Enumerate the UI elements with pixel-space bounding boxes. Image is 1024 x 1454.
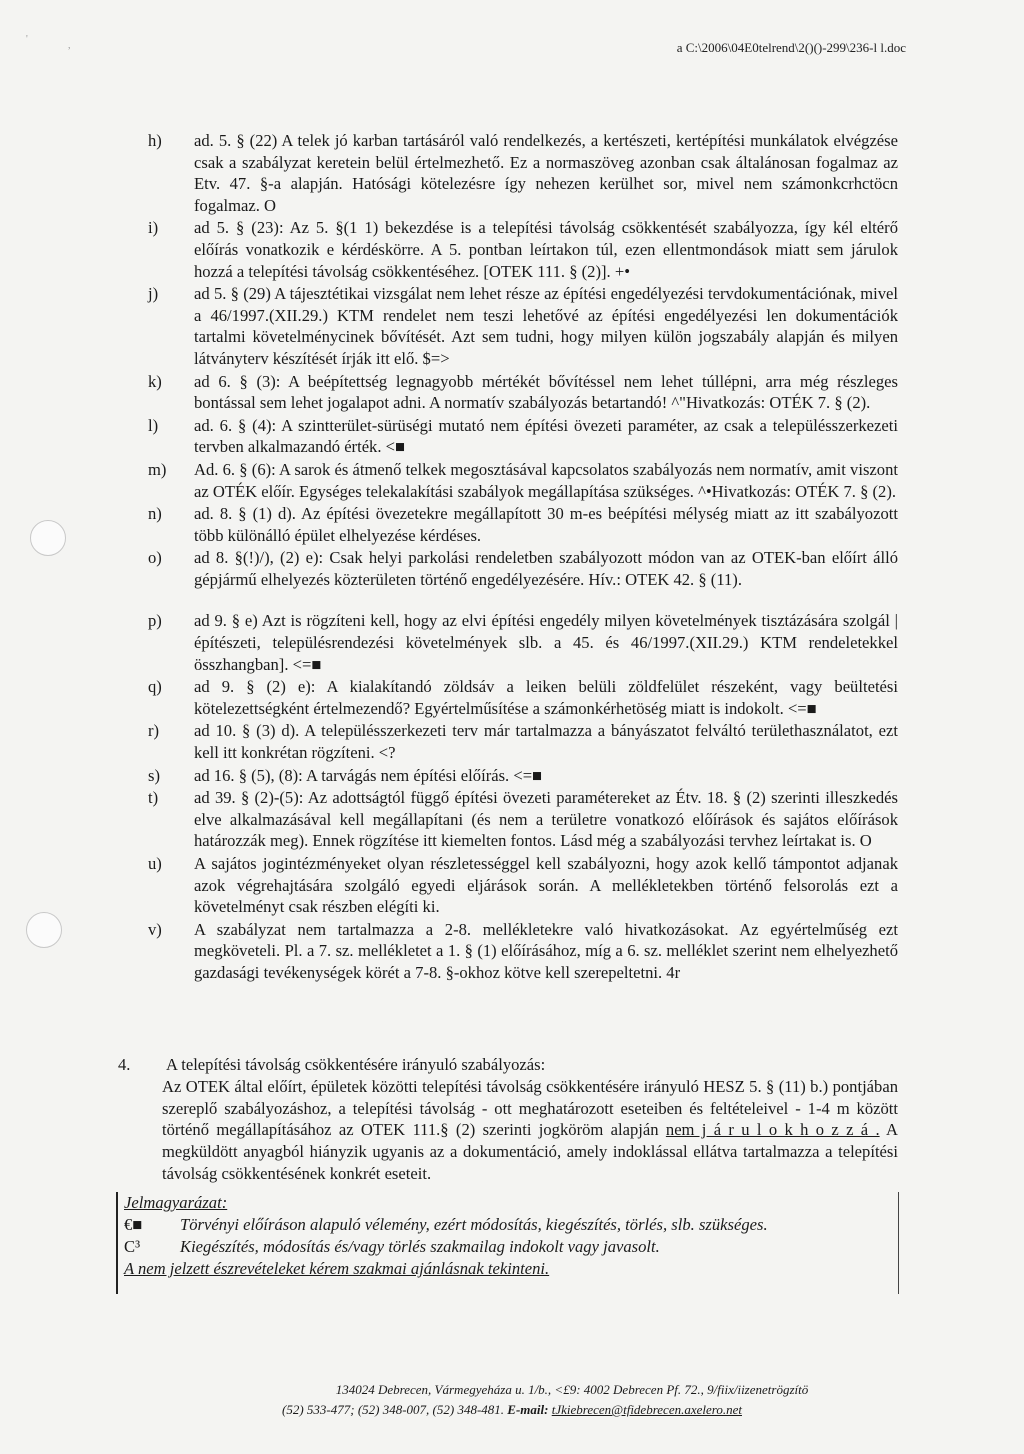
file-path-header: a C:\2006\04E0telrend\2()()-299\236-l l.doc <box>676 40 906 55</box>
item-marker: o) <box>148 548 162 568</box>
scan-mark: , <box>68 40 71 51</box>
section-paragraph <box>162 1076 898 1185</box>
list-item <box>148 371 898 414</box>
paragraph-text: A megküldött anyagból hiányzik ugyanis az a dokumentáció, amely indoklással ellátva tartalmazza a telepítési távolság csökkentésének konkrét eseteit. <box>162 1120 899 1183</box>
legend-text: Törvényi előíráson alapuló vélemény, ezért módosítás, kiegészítés, törlés, slb. szükséges. <box>180 1215 768 1234</box>
section-4 <box>118 1054 898 1185</box>
item-marker: v) <box>148 919 162 939</box>
item-marker: q) <box>148 677 162 697</box>
list-item <box>148 610 898 675</box>
item-text: ad 5. § (23): Az 5. §(1 1) bekezdése is a telepítési távolság csökkentését szabályozza, így kél eltérő előírás vonatkozik e kérdéskörre. A 5. pontban leírtakon túl, ezen ellentmondások miatt sem járulok hozzá a telepítési távolság csökkentéséhez. [OTEK 111. § (2)]. +• <box>194 218 898 281</box>
legend-note: A nem jelzett észrevételeket kérem szakmai ajánlásnak tekinteni. <box>124 1259 550 1278</box>
item-text: ad 10. § (3) d). A településszerkezeti terv már tartalmazza a bányászatot felváltó területhasználatot, ezt kell itt konkrétan rögzíteni. <? <box>194 721 898 763</box>
email-label: E-mail: <box>507 1402 549 1417</box>
paragraph-text: Az OTEK által előírt, épületek közötti telepítési távolság csökkentésére irányuló HESZ 5. § (11) b.) pontjában szereplő szabályozáshoz, a telepítési távolság - ott meghatározott eseteiben és feltételeivel - 1-4 m között történő megállapításához az OTEK 111.§ (2) szerinti jogköröm alapján <box>162 1076 898 1140</box>
list-item <box>148 765 898 787</box>
item-marker: u) <box>148 854 162 873</box>
legend-row <box>124 1214 898 1236</box>
item-text: A sajátos jogintézményeket olyan részletességgel kell szabályozni, hogy azok kellő támpontot adjanak azok végrehajtására szolgáló egyedi eljárások során. A mellékletekben történő felsorolás ezt a követelményt csak részben elégíti ki. <box>194 854 898 917</box>
spacer <box>148 591 898 610</box>
list-item <box>148 853 898 918</box>
list-item <box>148 919 898 984</box>
item-text: ad 6. § (3): A beépítettség legnagyobb mértékét bővítéssel nem lehet túllépni, arra még részleges bontással sem lehet jogalapot adni. A normatív szabályozás betartandó! ^"Hivatkozás: OTÉK 7. § (2). <box>194 371 898 413</box>
list-item <box>148 547 898 590</box>
list-item <box>148 415 898 458</box>
item-text: ad 8. §(!)/), (2) e): Csak helyi parkolási rendeletben szabályozott módon van az OTEK-ban előírt álló gépjármű elhelyezés közterületen történő engedélyezésére. Hív.: OTEK 42. § (11). <box>194 548 898 589</box>
list-item <box>148 217 898 282</box>
item-text: ad 5. § (29) A tájesztétikai vizsgálat nem lehet része az építési engedélyezési tervdokumentációnak, mivel a 46/1997.(XII.29.) KTM rendelet nem teszi lehetővé az építési engedélyezési len dokumentációk tartalmi követelménycinek bővítését. Azt sem tudni, hogy milyen külön jogszabály alapján és milyen látványterv készítését írják itt elő. $=> <box>194 284 898 368</box>
item-marker: m) <box>148 459 167 479</box>
section-number: 4. <box>118 1055 131 1074</box>
legend-text: Kiegészítés, módosítás és/vagy törlés szakmailag indokolt vagy javasolt. <box>180 1237 660 1256</box>
legend-symbol: C³ <box>124 1237 141 1256</box>
legend-symbol: €■ <box>124 1215 143 1234</box>
footer <box>0 1380 1024 1420</box>
item-text: ad 9. § e) Azt is rögzíteni kell, hogy az elvi építési engedély milyen követelmények tisztázására szolgál |építészeti, településrendezési követelmények slb. a 45. és 46/1997.(XII.29.) KTM rendeletekkel összhangban]. <=■ <box>194 611 898 674</box>
legend-box <box>116 1192 899 1294</box>
scan-mark: ' <box>26 34 28 45</box>
item-text: ad 16. § (5), (8): A tarvágás nem építési előírás. <=■ <box>194 765 543 785</box>
punch-hole <box>30 520 66 556</box>
item-marker: n) <box>148 504 162 524</box>
comment-list <box>148 130 898 985</box>
item-text: Ad. 6. § (6): A sarok és átmenő telkek megosztásával kapcsolatos szabályozás nem normatív, amit viszont az OTÉK előír. Egységes telekalakítási szabályok megállapítása szükséges. ^•Hivatkozás: OTÉK 7. § (2). <box>194 459 898 501</box>
list-item <box>148 130 898 216</box>
footer-phones: (52) 533-477; (52) 348-007, (52) 348-481. <box>282 1402 505 1417</box>
section-title: A telepítési távolság csökkentésére irányuló szabályozás: <box>166 1055 546 1074</box>
footer-address: 134024 Debrecen, Vármegyeháza u. 1/b., <£9: 4002 Debrecen Pf. 72., 9/fiix/iizenetrögzítö <box>335 1382 809 1397</box>
item-text: ad 9. § (2) e): A kialakítandó zöldsáv a leiken belüli zöldfelület részeként, vagy beültetési kötelezettségként értelmezendő? Egyértelműsítése a számonkérhetöség miatt is indokolt. <=■ <box>194 677 898 718</box>
item-marker: p) <box>148 611 162 631</box>
list-item <box>148 787 898 852</box>
item-marker: l) <box>148 415 159 435</box>
item-marker: r) <box>148 721 160 741</box>
list-item <box>148 503 898 546</box>
list-item <box>148 676 898 719</box>
legend-title: Jelmagyarázat: <box>124 1193 228 1212</box>
list-item <box>148 283 898 369</box>
item-text: ad 39. § (2)-(5): Az adottságtól függő építési övezeti paramétereket az Étv. 18. § (2) szerinti illeszkedés elve alkalmazásával kell megállapítani (és nem a területre vonatkozó előírások és sajátos előírások határozzák meg). Ennek rögzítése itt kiemelten fontos. Lásd még a szabályozási tervhez leírtakat is. O <box>194 788 898 851</box>
item-text: ad. 8. § (1) d). Az építési övezetekre megállapított 30 m-es beépítési mélység miatt az itt szabályozott több különálló épület elhelyezése kérdéses. <box>194 504 898 545</box>
legend-row <box>124 1236 898 1258</box>
list-item <box>148 720 898 763</box>
item-marker: h) <box>148 131 162 150</box>
footer-contact <box>0 1400 1024 1420</box>
emphasis-text: nem j á r u l o k h o z z á . <box>665 1120 880 1140</box>
item-marker: s) <box>148 765 160 785</box>
item-marker: k) <box>148 371 162 391</box>
item-marker: i) <box>148 218 159 238</box>
item-text: A szabályzat nem tartalmazza a 2-8. mellékletekre való hivatkozásokat. Az egyértelműség ezt megköveteli. Pl. a 7. sz. mellékletet a 1. § (1) előírásához, míg a 6. sz. melléklet szerint nem elhelyezhető gazdasági tevékenységek körét a 7-8. §-okhoz kötve kell szerepeltetni. 4r <box>194 919 898 982</box>
item-marker: j) <box>148 284 159 304</box>
item-text: ad. 6. § (4): A szintterület-sürüségi mutató nem építési övezeti paraméter, az csak a településszerkezeti tervben alkalmazandó érték. <■ <box>194 415 898 457</box>
list-item <box>148 459 898 502</box>
email-link[interactable]: tJkiebrecen@tfidebrecen.axelero.net <box>551 1402 742 1417</box>
item-marker: t) <box>148 788 159 808</box>
punch-hole <box>26 912 62 948</box>
item-text: ad. 5. § (22) A telek jó karban tartásáról való rendelkezés, a kertészeti, kertépítési munkálatok elvégzése csak a szabályzat keretein belül értelmezhető. Ez a normaszöveg azonban csak általánosan fogalmaz az Etv. 47. §-a alapján. Hatósági kötelezésre így nehezen kerülhet sor, mivel nem számonkcrhctöcn fogalmaz. O <box>194 131 898 215</box>
